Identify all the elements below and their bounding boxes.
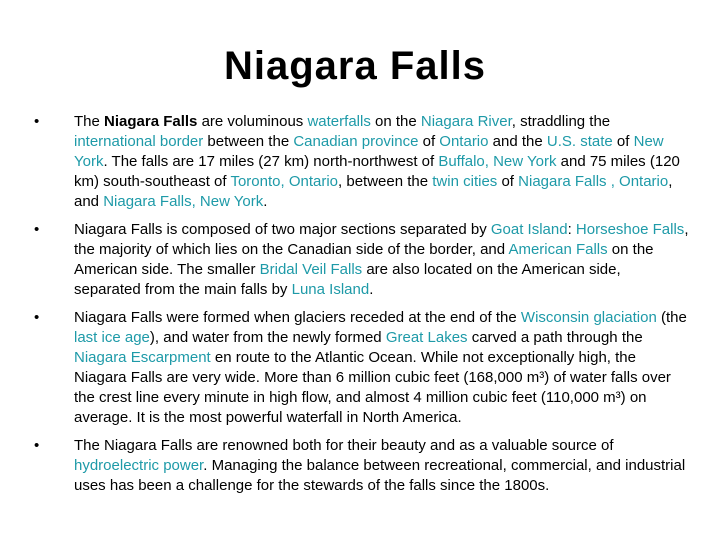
body-text: carved a path through the [467, 329, 643, 346]
hyperlink[interactable]: Buffalo, New York [438, 153, 557, 170]
hyperlink[interactable]: Niagara Escarpment [74, 349, 211, 366]
body-text: ), and water from the newly formed [149, 329, 386, 346]
body-text: are voluminous [197, 113, 308, 130]
hyperlink[interactable]: Horseshoe Falls [575, 221, 685, 238]
body-text: , between the [338, 173, 433, 190]
body-text: of [612, 133, 634, 150]
hyperlink[interactable]: international border [74, 133, 204, 150]
bullet-item [30, 112, 690, 212]
body-text: The [74, 113, 105, 130]
body-text: The Niagara Falls are renowned both for their beauty and as a valuable source of [74, 437, 614, 454]
bullet-item [30, 436, 690, 496]
body-text: . [369, 281, 374, 298]
hyperlink[interactable]: Niagara Falls , Ontario [518, 173, 669, 190]
bullet-list [30, 112, 690, 504]
hyperlink[interactable]: Niagara Falls, New York [103, 193, 264, 210]
body-text: en route to the Atlantic Ocean. While not exceptionally high, the Niagara Falls are very wide. More than 6 million cubic feet (168,000 m³) of water falls over the crest line every minute in high flow, and almost 4 million cubic feet (110,000 m³) on average. It is the most powerful waterfall in North America. [74, 349, 671, 426]
body-text: on the American side. The smaller [74, 241, 654, 278]
bullet-marker: • [34, 437, 40, 454]
body-text: , straddling the [511, 113, 611, 130]
body-text: Niagara Falls is composed of two major sections separated by [74, 221, 491, 238]
bullet-item [30, 308, 690, 428]
hyperlink[interactable]: Niagara River [420, 113, 512, 130]
body-text: . Managing the balance between recreational, commercial, and industrial uses has been a challenge for the stewards of the falls since the 1800s. [74, 457, 686, 494]
bullet-marker: • [34, 309, 40, 326]
hyperlink[interactable]: New York [74, 133, 664, 170]
hyperlink[interactable]: waterfalls [307, 113, 371, 130]
body-text: and 75 miles (120 km) south-southeast of [74, 153, 680, 190]
body-text: between the [203, 133, 294, 150]
slide-title: Niagara Falls [223, 44, 486, 88]
hyperlink[interactable]: U.S. state [546, 133, 613, 150]
bullet-marker: • [34, 113, 40, 130]
hyperlink[interactable]: last ice age [74, 329, 150, 346]
body-text: Niagara Falls were formed when glaciers receded at the end of the [74, 309, 521, 326]
bold-text: Niagara Falls [104, 113, 198, 130]
hyperlink[interactable]: Great Lakes [385, 329, 468, 346]
hyperlink[interactable]: twin cities [432, 173, 498, 190]
body-text: of [497, 173, 519, 190]
hyperlink[interactable]: Goat Island [490, 221, 568, 238]
hyperlink[interactable]: Bridal Veil Falls [259, 261, 363, 278]
hyperlink[interactable]: Wisconsin glaciation [520, 309, 657, 326]
bullet-marker: • [34, 221, 40, 238]
body-text: . [263, 193, 268, 210]
body-text: and the [488, 133, 547, 150]
hyperlink[interactable]: Canadian province [293, 133, 419, 150]
body-text: of [418, 133, 440, 150]
hyperlink[interactable]: American Falls [508, 241, 608, 258]
body-text: : [567, 221, 576, 238]
hyperlink[interactable]: Toronto, Ontario [230, 173, 339, 190]
body-text: . The falls are 17 miles (27 km) north-northwest of [103, 153, 439, 170]
body-text: , the majority of which lies on the Canadian side of the border, and [74, 221, 689, 258]
body-text: (the [656, 309, 687, 326]
body-text: , and [74, 173, 673, 210]
bullet-item [30, 220, 690, 300]
body-text: are also located on the American side, separated from the main falls by [74, 261, 621, 298]
hyperlink[interactable]: hydroelectric power [74, 457, 204, 474]
body-text: on the [370, 113, 421, 130]
hyperlink[interactable]: Ontario [439, 133, 489, 150]
hyperlink[interactable]: Luna Island [291, 281, 370, 298]
